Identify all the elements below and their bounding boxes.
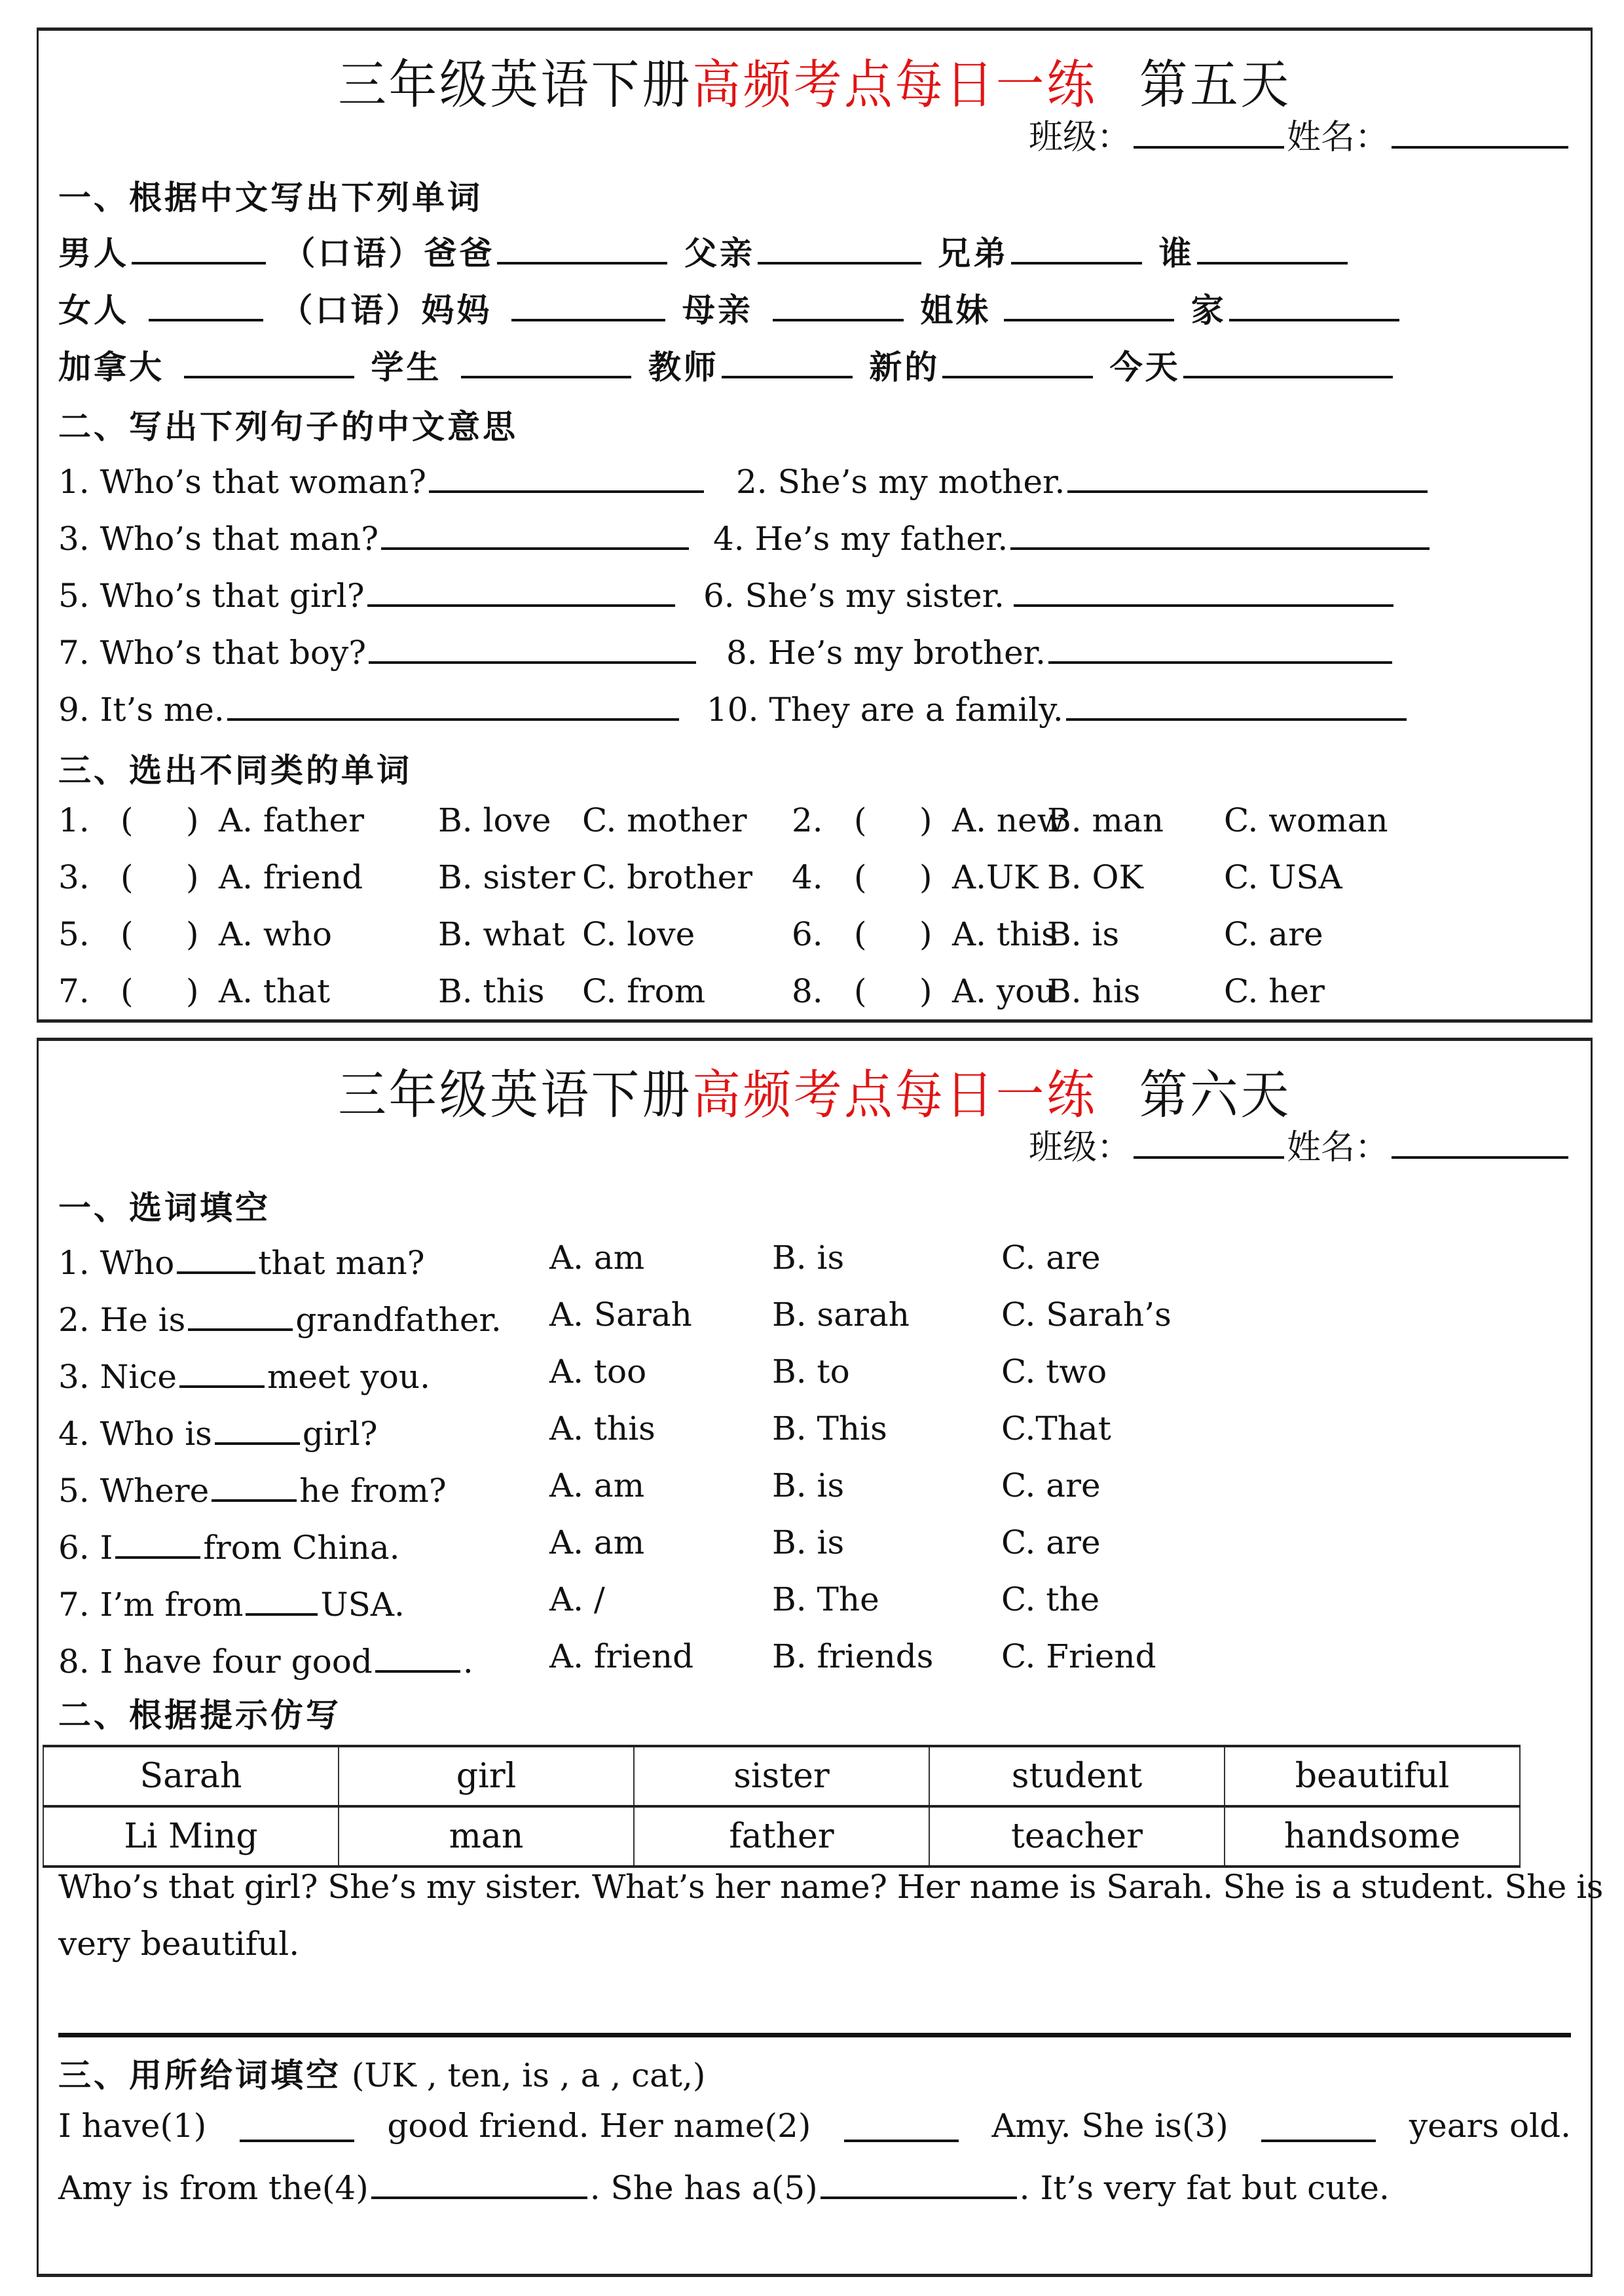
blank-1[interactable] — [240, 2107, 354, 2142]
question-text: that man? — [258, 1244, 425, 1282]
answer-blank[interactable] — [369, 629, 696, 664]
vocab-row — [58, 284, 1571, 331]
question-number: 4. — [792, 858, 823, 896]
sentence: 4. He’s my father. — [713, 520, 1008, 558]
option-a: A. who — [219, 915, 332, 953]
table-row — [43, 1746, 1520, 1806]
answer-bracket-open[interactable]: ( — [854, 972, 867, 1010]
class-field[interactable] — [1134, 1122, 1284, 1159]
section-heading: 三、选出不同类的单词 — [58, 752, 412, 790]
question-text: . — [462, 1643, 473, 1681]
vocab-prompt: 今天 — [1109, 348, 1181, 386]
option-b: B. OK — [1047, 858, 1143, 896]
question-number: 7. — [58, 972, 90, 1010]
answer-bracket-open[interactable]: ( — [854, 801, 867, 839]
option-b: B. love — [438, 801, 551, 839]
option-b: B. friends — [772, 1637, 934, 1675]
option-b: B. this — [438, 972, 545, 1010]
option-c: C. are — [1001, 1467, 1101, 1504]
option-a: A. friend — [219, 858, 363, 896]
table-cell: student — [929, 1746, 1225, 1806]
option-a: A. that — [219, 972, 331, 1010]
question — [58, 1353, 430, 1396]
name-label: 姓名： — [1286, 1128, 1389, 1167]
name-field[interactable] — [1392, 112, 1568, 149]
cloze-text: Amy is from the(4) — [58, 2169, 369, 2207]
sentence: 6. She’s my sister. — [703, 577, 1005, 615]
option-a: A. father — [219, 801, 364, 839]
option-b: B. is — [1047, 915, 1120, 953]
option-b: B. is — [772, 1239, 845, 1277]
table-cell: man — [339, 1806, 634, 1867]
answer-blank[interactable] — [773, 286, 904, 321]
answer-bracket-open[interactable]: ( — [854, 915, 867, 953]
title-highlight: 高频考点每日一练 — [692, 54, 1098, 115]
vocab-row — [58, 227, 1571, 274]
vocab-prompt: 女人 — [58, 291, 129, 329]
blank-2[interactable] — [844, 2107, 959, 2142]
option-a: A. new — [952, 801, 1065, 839]
table-cell: Li Ming — [43, 1806, 339, 1867]
question — [58, 1296, 502, 1339]
example-text-line2: very beautiful. — [58, 1925, 300, 1963]
answer-blank[interactable] — [1229, 286, 1399, 321]
answer-blank[interactable] — [942, 343, 1093, 378]
answer-bracket-close[interactable]: ) — [919, 915, 932, 953]
option-c: C. brother — [582, 858, 753, 896]
question — [58, 1580, 405, 1624]
cloze-line2 — [58, 2164, 1571, 2207]
worksheet-title — [101, 43, 1528, 118]
table-cell: handsome — [1225, 1806, 1520, 1867]
question — [58, 1410, 378, 1453]
option-c: C. Friend — [1001, 1637, 1156, 1675]
answer-bracket-close[interactable]: ) — [186, 972, 199, 1010]
question-text: 7. I’m from — [58, 1586, 244, 1624]
answer-bracket-close[interactable]: ) — [186, 915, 199, 953]
option-c: C. love — [582, 915, 695, 953]
option-c: C. two — [1001, 1353, 1107, 1391]
table-cell: father — [634, 1806, 929, 1867]
worksheet-day5 — [37, 27, 1593, 1023]
sentence: 1. Who’s that woman? — [58, 463, 426, 501]
answer-blank[interactable] — [212, 1467, 297, 1502]
question — [58, 1467, 447, 1510]
vocab-prompt: 教师 — [648, 348, 719, 386]
sentence: 8. He’s my brother. — [726, 634, 1046, 672]
answer-blank[interactable] — [1197, 229, 1348, 264]
vocab-prompt: 母亲 — [682, 291, 753, 329]
question-text: he from? — [299, 1472, 447, 1510]
sentence: 3. Who’s that man? — [58, 520, 379, 558]
vocab-prompt: 父亲 — [684, 234, 755, 272]
question-text: meet you. — [267, 1358, 430, 1396]
vocab-prompt: 家 — [1190, 291, 1227, 329]
answer-bracket-open[interactable]: ( — [854, 858, 867, 896]
answer-bracket-close[interactable]: ) — [919, 972, 932, 1010]
option-c: C. USA — [1224, 858, 1342, 896]
sentence: 2. She’s my mother. — [736, 463, 1065, 501]
cloze-text: . It’s very fat but cute. — [1019, 2169, 1390, 2207]
answer-blank[interactable] — [227, 685, 679, 721]
option-c: C. from — [582, 972, 706, 1010]
question-text: from China. — [203, 1529, 400, 1567]
option-a: A. this — [549, 1410, 655, 1448]
answer-blank[interactable] — [722, 343, 853, 378]
title-day: 第六天 — [1139, 1065, 1291, 1125]
option-c: C. mother — [582, 801, 747, 839]
option-a: A. you — [952, 972, 1056, 1010]
option-c: C. her — [1224, 972, 1325, 1010]
answer-bracket-open[interactable]: ( — [120, 972, 134, 1010]
class-label: 班级： — [1028, 118, 1131, 157]
option-c: C. woman — [1224, 801, 1388, 839]
table-row — [43, 1806, 1520, 1867]
question — [58, 1637, 473, 1681]
question-text: 2. He is — [58, 1301, 186, 1339]
option-c: C. Sarah’s — [1001, 1296, 1172, 1334]
title-prefix: 三年级英语下册 — [338, 1065, 693, 1125]
option-a: A. too — [549, 1353, 647, 1391]
option-a: A. friend — [549, 1637, 694, 1675]
question — [58, 1523, 400, 1567]
option-a: A. am — [549, 1467, 645, 1504]
answer-blank[interactable] — [375, 1637, 460, 1673]
section-heading: 三、用所给词填空 — [58, 2056, 341, 2094]
vocab-prompt: 谁 — [1158, 234, 1194, 272]
question-text: girl? — [302, 1415, 378, 1453]
vocab-prompt: 姐妹 — [920, 291, 991, 329]
answer-blank[interactable] — [246, 1580, 318, 1616]
question — [58, 1239, 425, 1282]
option-c: C. are — [1001, 1239, 1101, 1277]
answer-blank[interactable] — [461, 343, 631, 378]
answer-bracket-close[interactable]: ) — [919, 801, 932, 839]
writing-line[interactable] — [58, 2033, 1571, 2037]
worksheet-title — [101, 1053, 1528, 1128]
answer-blank[interactable] — [1067, 458, 1428, 493]
cloze-text: years old. — [1409, 2107, 1571, 2145]
title-highlight: 高频考点每日一练 — [692, 1065, 1098, 1125]
answer-blank[interactable] — [132, 229, 266, 264]
answer-blank[interactable] — [184, 343, 354, 378]
answer-blank[interactable] — [1066, 685, 1407, 721]
option-b: B. is — [772, 1523, 845, 1561]
answer-bracket-close[interactable]: ) — [186, 801, 199, 839]
vocab-prompt: 学生 — [371, 348, 442, 386]
question-text: 5. Where — [58, 1472, 210, 1510]
question-number: 2. — [792, 801, 823, 839]
question-text: 4. Who is — [58, 1415, 212, 1453]
table-cell: girl — [339, 1746, 634, 1806]
section3-heading-row — [58, 2049, 1571, 2096]
sentence: 10. They are a family. — [707, 691, 1063, 729]
cloze-line1 — [58, 2107, 1571, 2145]
question-number: 6. — [792, 915, 823, 953]
word-bank: (UK , ten, is , a , cat,) — [351, 2056, 706, 2094]
option-b: B. to — [772, 1353, 850, 1391]
answer-blank[interactable] — [215, 1410, 300, 1445]
option-c: C.That — [1001, 1410, 1111, 1448]
answer-blank[interactable] — [1048, 629, 1392, 664]
answer-bracket-open[interactable]: ( — [120, 801, 134, 839]
sentence: 9. It’s me. — [58, 691, 225, 729]
cloze-text: Amy. She is(3) — [991, 2107, 1228, 2145]
answer-bracket-open[interactable]: ( — [120, 915, 134, 953]
table-cell: sister — [634, 1746, 929, 1806]
option-c: C. the — [1001, 1580, 1100, 1618]
question-number: 8. — [792, 972, 823, 1010]
option-a: A. this — [952, 915, 1058, 953]
class-name-line — [1029, 109, 1571, 158]
cloze-text: good friend. Her name(2) — [387, 2107, 811, 2145]
option-b: B. sister — [438, 858, 576, 896]
option-b: B. sarah — [772, 1296, 910, 1334]
section-heading: 二、根据提示仿写 — [58, 1696, 341, 1734]
option-b: B. man — [1047, 801, 1164, 839]
question-number: 5. — [58, 915, 90, 953]
answer-blank[interactable] — [115, 1523, 200, 1559]
question-text: 3. Nice — [58, 1358, 177, 1396]
option-a: A.UK — [952, 858, 1039, 896]
answer-blank[interactable] — [511, 286, 665, 321]
table-cell: beautiful — [1225, 1746, 1520, 1806]
name-field[interactable] — [1392, 1122, 1568, 1159]
answer-bracket-close[interactable]: ) — [186, 858, 199, 896]
answer-blank[interactable] — [1010, 515, 1430, 550]
option-a: A. Sarah — [549, 1296, 692, 1334]
hint-table — [43, 1745, 1521, 1868]
worksheet-day6 — [37, 1038, 1603, 2277]
option-c: C. are — [1001, 1523, 1101, 1561]
answer-blank[interactable] — [497, 229, 667, 264]
answer-blank[interactable] — [179, 1353, 265, 1388]
answer-blank[interactable] — [1011, 229, 1142, 264]
blank-3[interactable] — [1261, 2107, 1376, 2142]
blank-4[interactable] — [371, 2164, 587, 2199]
answer-blank[interactable] — [429, 458, 704, 493]
section-heading: 一、根据中文写出下列单词 — [58, 179, 483, 217]
vocab-prompt: 加拿大 — [58, 348, 164, 386]
blank-5[interactable] — [821, 2164, 1017, 2199]
example-text-line1: Who’s that girl? She’s my sister. What’s her name? Her name is Sarah. She is a student. She is — [58, 1868, 1603, 1906]
title-prefix: 三年级英语下册 — [338, 54, 693, 115]
section-heading: 一、选词填空 — [58, 1189, 270, 1227]
name-label: 姓名： — [1286, 118, 1389, 157]
question-text: grandfather. — [295, 1301, 502, 1339]
option-b: B. his — [1047, 972, 1141, 1010]
option-b: B. what — [438, 915, 565, 953]
answer-blank[interactable] — [758, 229, 921, 264]
section-heading: 二、写出下列句子的中文意思 — [58, 408, 518, 446]
vocab-prompt: 兄弟 — [938, 234, 1009, 272]
cloze-text: . She has a(5) — [589, 2169, 818, 2207]
vocab-prompt: （口语）爸爸 — [282, 234, 495, 272]
question-number: 1. — [58, 801, 90, 839]
cloze-text: I have(1) — [58, 2107, 207, 2145]
answer-blank[interactable] — [1014, 572, 1393, 607]
answer-blank[interactable] — [1004, 286, 1174, 321]
sentence: 5. Who’s that girl? — [58, 577, 365, 615]
table-cell: teacher — [929, 1806, 1225, 1867]
title-day: 第五天 — [1139, 54, 1291, 115]
answer-blank[interactable] — [381, 515, 689, 550]
question-number: 3. — [58, 858, 90, 896]
option-a: A. am — [549, 1239, 645, 1277]
vocab-prompt: 男人 — [58, 234, 129, 272]
answer-blank[interactable] — [367, 572, 675, 607]
vocab-row — [58, 341, 1571, 388]
answer-bracket-close[interactable]: ) — [919, 858, 932, 896]
option-b: B. This — [772, 1410, 887, 1448]
vocab-prompt: （口语）妈妈 — [280, 291, 492, 329]
class-label: 班级： — [1028, 1128, 1131, 1167]
option-b: B. is — [772, 1467, 845, 1504]
question-text: USA. — [320, 1586, 405, 1624]
option-a: A. / — [549, 1580, 605, 1618]
class-name-line — [1029, 1120, 1571, 1169]
class-field[interactable] — [1134, 112, 1284, 149]
question-text: 8. I have four good — [58, 1643, 373, 1681]
answer-bracket-open[interactable]: ( — [120, 858, 134, 896]
option-a: A. am — [549, 1523, 645, 1561]
answer-blank[interactable] — [149, 286, 263, 321]
answer-blank[interactable] — [1183, 343, 1393, 378]
option-c: C. are — [1224, 915, 1323, 953]
sentence: 7. Who’s that boy? — [58, 634, 366, 672]
vocab-prompt: 新的 — [869, 348, 940, 386]
question-text: 1. Who — [58, 1244, 175, 1282]
answer-blank[interactable] — [188, 1296, 293, 1331]
answer-blank[interactable] — [177, 1239, 255, 1274]
question-text: 6. I — [58, 1529, 113, 1567]
option-b: B. The — [772, 1580, 879, 1618]
table-cell: Sarah — [43, 1746, 339, 1806]
